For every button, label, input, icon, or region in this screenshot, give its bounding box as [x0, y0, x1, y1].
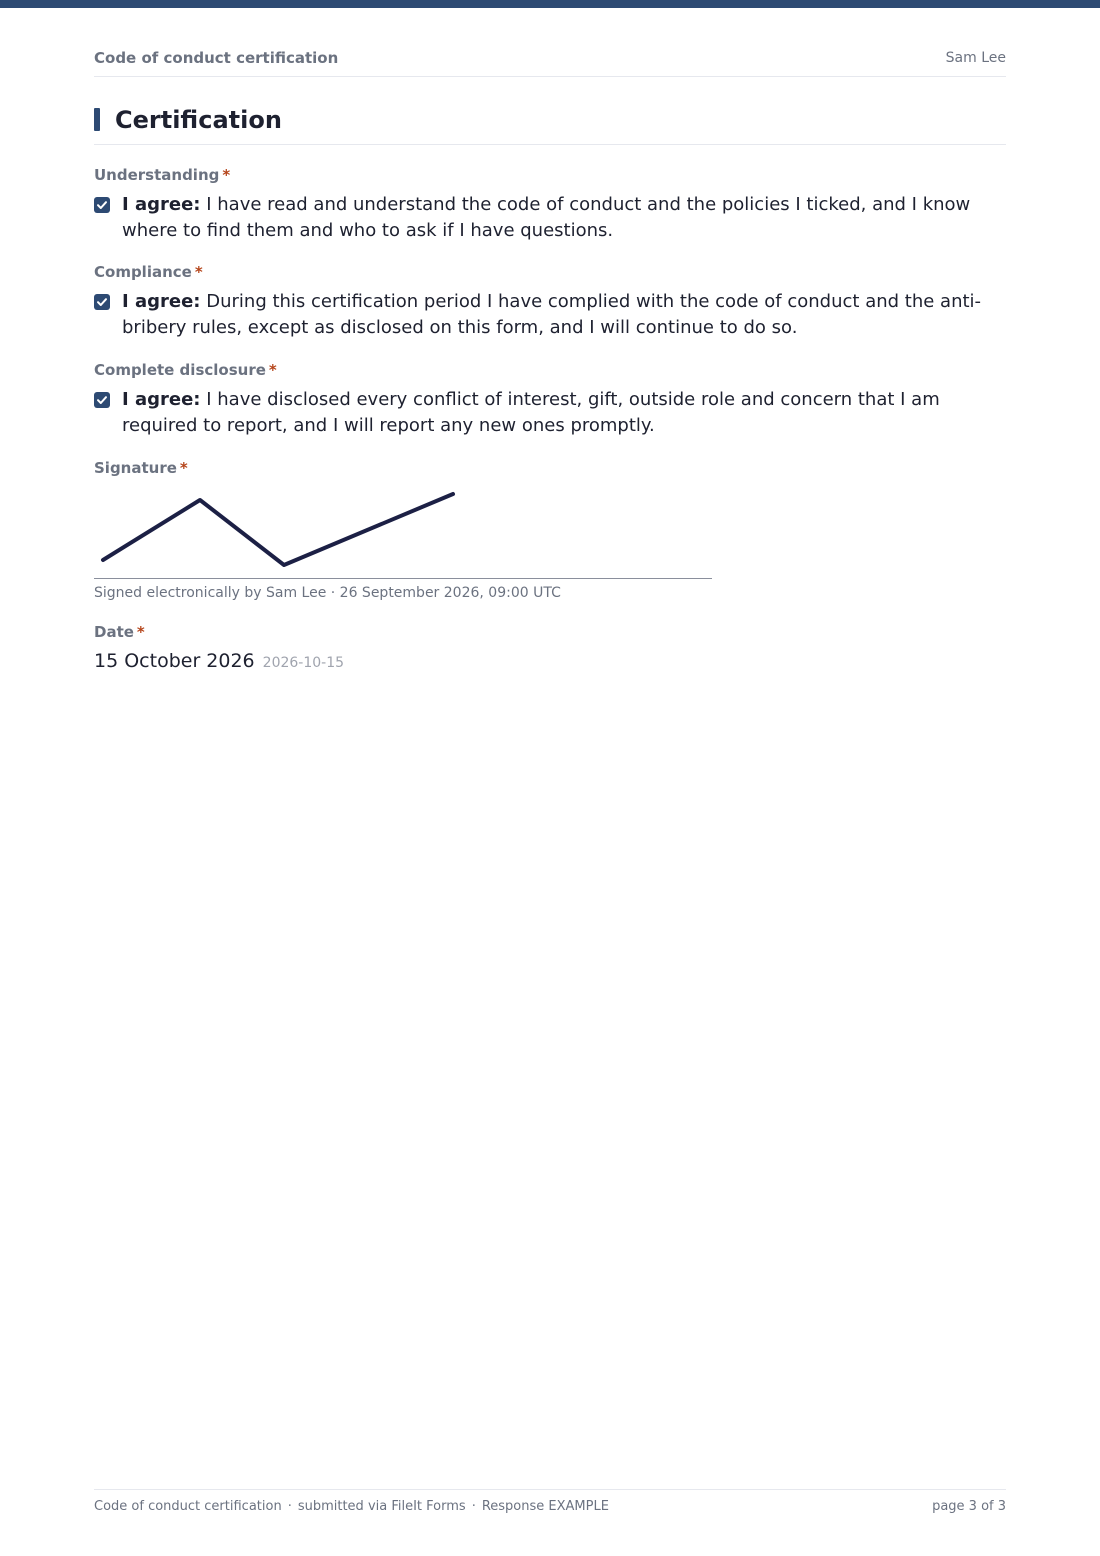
section-accent-bar	[94, 108, 100, 131]
agreement-statement: During this certification period I have complied with the code of conduct and the anti-bribery rules, except as disclosed on this form, and I will continue to do so.	[122, 291, 982, 338]
required-marker: *	[179, 459, 188, 477]
agreement-statement: I have disclosed every conflict of interest, gift, outside role and concern that I am required to report, and I will report any new ones promptly.	[122, 389, 940, 436]
agreement-row	[94, 289, 992, 341]
field-label	[94, 458, 1006, 478]
footer-form-name: Code of conduct certification	[94, 1499, 282, 1514]
page-number: page 3 of 3	[932, 1499, 1006, 1514]
agreement-row	[94, 387, 992, 439]
running-header	[94, 48, 1006, 77]
signature-caption: Signed electronically by Sam Lee · 26 September 2026, 09:00 UTC	[94, 585, 561, 601]
field-label	[94, 622, 1006, 642]
agreement-statement: I have read and understand the code of conduct and the policies I ticked, and I know where to find them and who to ask if I have questions.	[122, 194, 971, 241]
date-iso-value: 2026-10-15	[262, 655, 345, 671]
footer-separator: ·	[471, 1499, 476, 1514]
field-date	[94, 622, 1006, 676]
checkbox-checked-icon[interactable]	[94, 392, 110, 408]
footer-submitted-via: submitted via FileIt Forms	[297, 1499, 466, 1514]
agree-label: I agree:	[122, 291, 201, 312]
required-marker: *	[136, 623, 145, 641]
required-marker: *	[222, 166, 231, 184]
date-value-row	[94, 648, 1006, 676]
field-understanding	[94, 165, 1006, 244]
required-marker: *	[268, 361, 277, 379]
field-label-text: Signature	[94, 459, 177, 477]
field-signature	[94, 458, 1006, 602]
field-label-text: Date	[94, 623, 134, 641]
field-label	[94, 262, 1006, 282]
checkbox-checked-icon[interactable]	[94, 197, 110, 213]
footer-separator: ·	[287, 1499, 292, 1514]
signature-drawing	[94, 482, 712, 578]
section-header	[94, 104, 1006, 145]
field-label	[94, 360, 1006, 380]
agree-label: I agree:	[122, 389, 201, 410]
required-marker: *	[194, 263, 203, 281]
field-compliance	[94, 262, 1006, 341]
field-label-text: Compliance	[94, 263, 192, 281]
agreement-row	[94, 192, 992, 244]
respondent-name: Sam Lee	[945, 50, 1006, 66]
field-label	[94, 165, 1006, 185]
document-title: Code of conduct certification	[94, 49, 339, 67]
field-label-text: Understanding	[94, 166, 220, 184]
checkbox-checked-icon[interactable]	[94, 294, 110, 310]
footer-info	[94, 1499, 609, 1514]
page-footer	[94, 1489, 1006, 1520]
top-accent-bar	[0, 0, 1100, 8]
section-title: Certification	[115, 106, 282, 134]
field-complete-disclosure	[94, 360, 1006, 439]
footer-response-id: Response EXAMPLE	[481, 1499, 609, 1514]
signature-pad	[94, 482, 712, 579]
field-label-text: Complete disclosure	[94, 361, 266, 379]
date-value: 15 October 2026	[94, 650, 255, 672]
agree-label: I agree:	[122, 194, 201, 215]
